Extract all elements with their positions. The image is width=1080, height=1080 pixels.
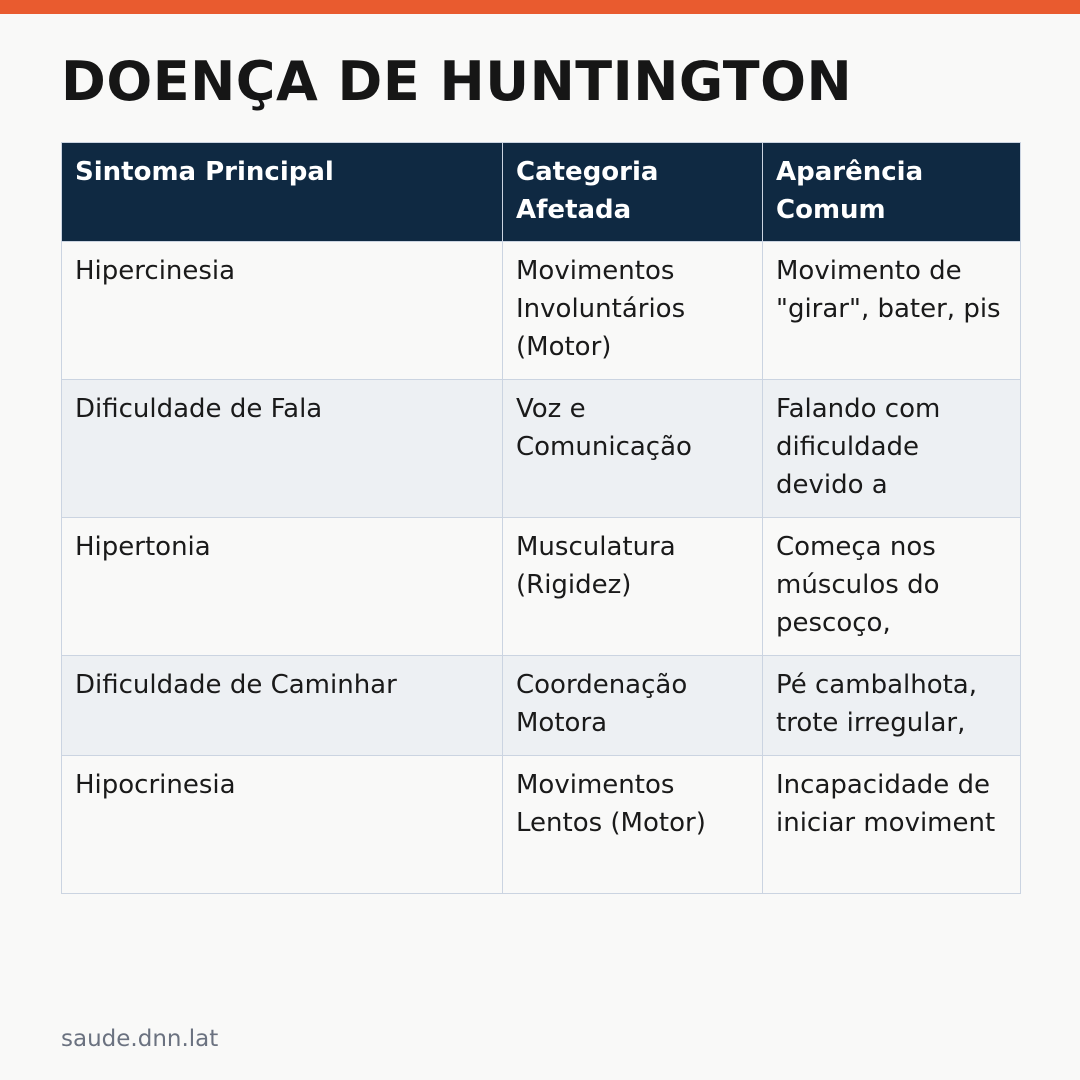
page-title: DOENÇA DE HUNTINGTON — [61, 50, 853, 113]
cell-symptom: Hipocrinesia — [62, 756, 503, 894]
column-header-appearance: Aparência Comum — [763, 143, 1021, 242]
cell-symptom: Hipercinesia — [62, 242, 503, 380]
table-row — [62, 756, 1021, 894]
table-row — [62, 380, 1021, 518]
cell-symptom: Dificuldade de Caminhar — [62, 656, 503, 756]
accent-bar — [0, 0, 1080, 14]
table-row — [62, 242, 1021, 380]
cell-appearance: Começa nos músculos do pescoço, — [763, 518, 1021, 656]
table-header-row — [62, 143, 1021, 242]
column-header-symptom: Sintoma Principal — [62, 143, 503, 242]
cell-appearance: Pé cambalhota, trote irregular, — [763, 656, 1021, 756]
cell-category: Movimentos Involuntários (Motor) — [503, 242, 763, 380]
cell-symptom: Dificuldade de Fala — [62, 380, 503, 518]
cell-symptom: Hipertonia — [62, 518, 503, 656]
cell-category: Voz e Comunicação — [503, 380, 763, 518]
footer-domain: saude.dnn.lat — [61, 1026, 219, 1052]
cell-category: Coordenação Motora — [503, 656, 763, 756]
table-row — [62, 518, 1021, 656]
cell-appearance: Movimento de "girar", bater, pis — [763, 242, 1021, 380]
cell-appearance: Incapacidade de iniciar moviment — [763, 756, 1021, 894]
table-row — [62, 656, 1021, 756]
symptoms-table — [61, 142, 1021, 894]
cell-category: Movimentos Lentos (Motor) — [503, 756, 763, 894]
cell-appearance: Falando com dificuldade devido a — [763, 380, 1021, 518]
cell-category: Musculatura (Rigidez) — [503, 518, 763, 656]
column-header-category: Categoria Afetada — [503, 143, 763, 242]
